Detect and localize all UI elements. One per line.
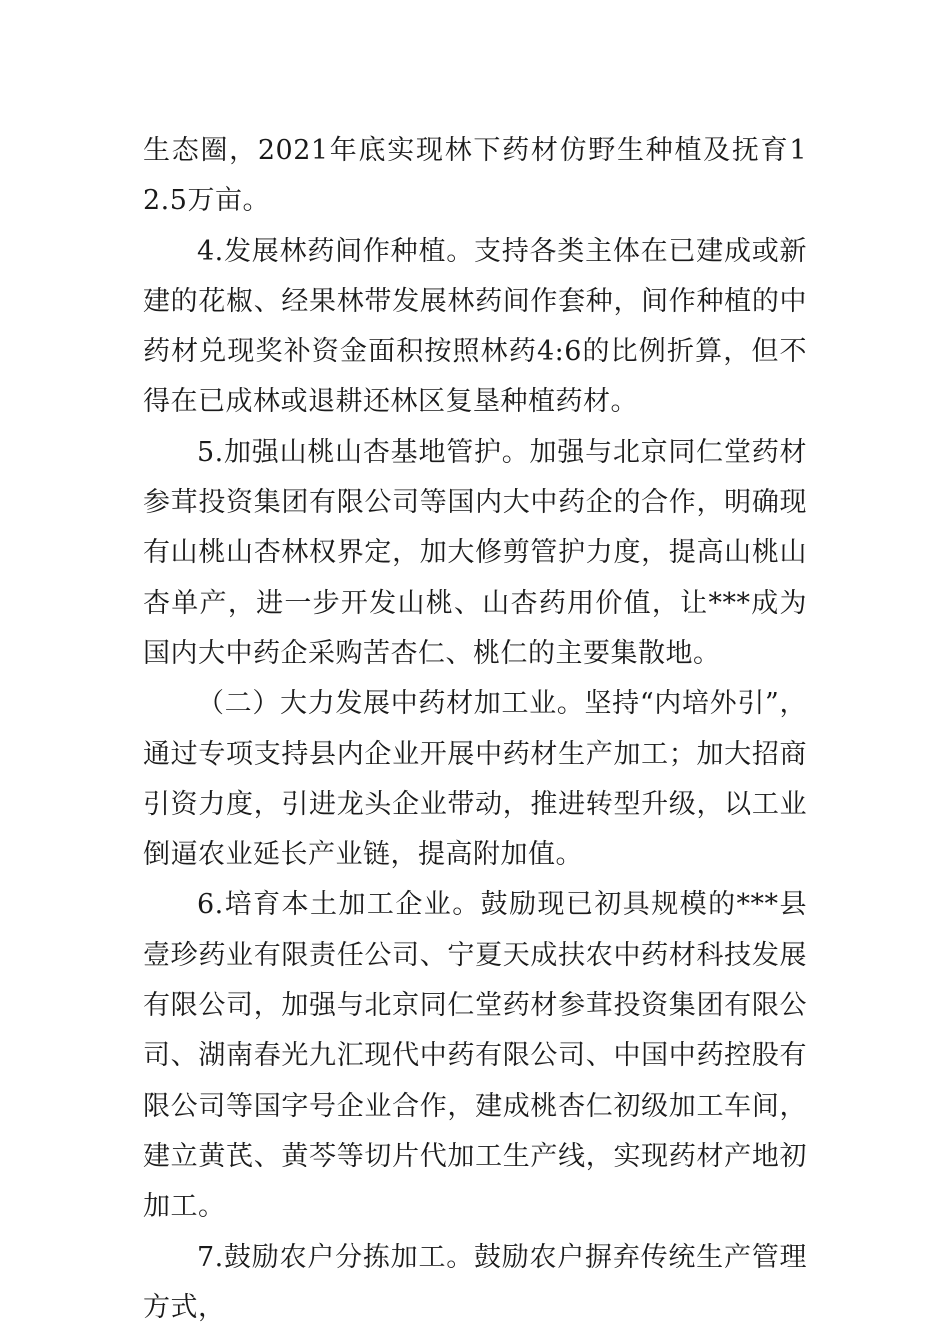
document-body [143,126,807,1333]
paragraph-3: 5.加强山桃山杏基地管护。加强与北京同仁堂药材参茸投资集团有限公司等国内大中药企的合作，明确现有山桃山杏林权界定，加大修剪管护力度，提高山桃山杏单产，进一步开发山桃、山杏药用价值，让***成为国内大中药企采购苦杏仁、桃仁的主要集散地。 [143,436,807,669]
paragraph-4: （二）大力发展中药材加工业。坚持“内培外引”，通过专项支持县内企业开展中药材生产加工；加大招商引资力度，引进龙头企业带动，推进转型升级，以工业倒逼农业延长产业链，提高附加值。 [143,688,807,871]
paragraph-6: 7.鼓励农户分拣加工。鼓励农户摒弃传统生产管理方式， [143,1241,807,1323]
paragraph-2: 4.发展林药间作种植。支持各类主体在已建成或新建的花椒、经果林带发展林药间作套种，间作种植的中药材兑现奖补资金面积按照林药4:6的比例折算，但不得在已成林或退耕还林区复垦种植药材。 [143,235,807,418]
paragraph-5: 6.培育本土加工企业。鼓励现已初具规模的***县壹珍药业有限责任公司、宁夏天成扶农中药材科技发展有限公司，加强与北京同仁堂药材参茸投资集团有限公司、湖南春光九汇现代中药有限公司、中国中药控股有限公司等国字号企业合作，建成桃杏仁初级加工车间，建立黄芪、黄芩等切片代加工生产线，实现药材产地初加工。 [143,889,807,1223]
paragraph-1: 生态圈，2021年底实现林下药材仿野生种植及抚育12.5万亩。 [143,135,807,217]
